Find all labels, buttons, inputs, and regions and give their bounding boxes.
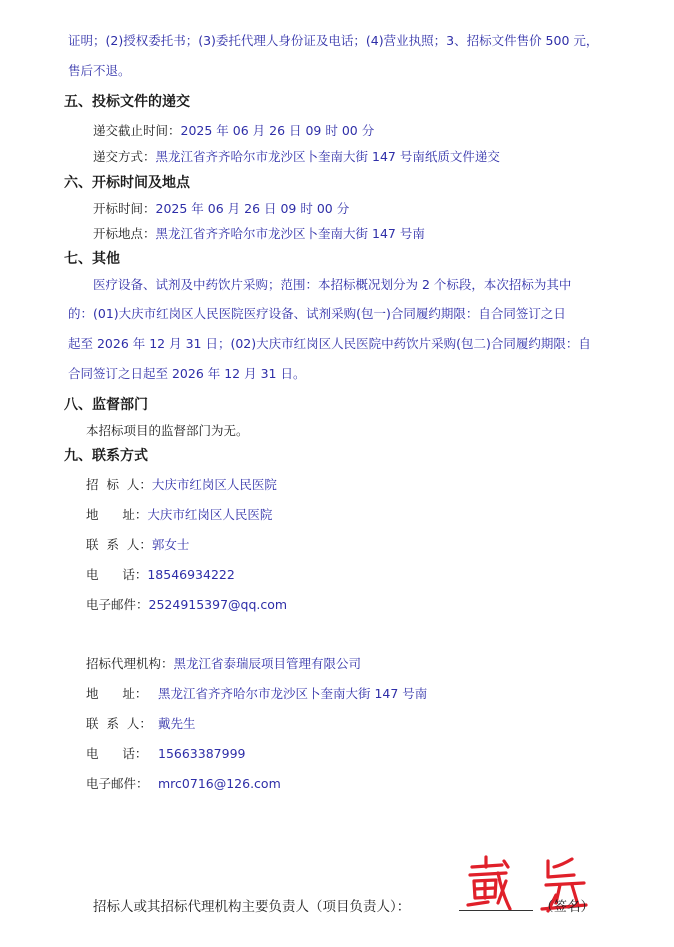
opening-time-row [93,201,349,217]
contact-value: 黑龙江省齐齐哈尔市龙沙区卜奎南大街 147 号南 [158,686,428,701]
agency-phone-row [86,746,245,762]
contact-value: 15663387999 [158,746,246,761]
contact-label: 地 址： [86,507,148,522]
contact-label: 联 系 人： [86,537,152,552]
body-text-line: 售后不退。 [68,63,131,78]
agency-name-row [86,656,361,672]
submission-method-value: 黑龙江省齐齐哈尔市龙沙区卜奎南大街 147 号南纸质文件递交 [155,149,500,164]
deadline-value: 2025 年 06 月 26 日 09 时 00 分 [180,123,375,138]
signature-suffix-label: （签名） [540,899,594,915]
contact-value: 黑龙江省泰瑞辰项目管理有限公司 [173,656,362,671]
tenderer-address-row [86,507,272,523]
contact-value: 大庆市红岗区人民医院 [147,507,273,522]
contact-label: 联 系 人： [86,716,152,731]
contact-value: 戴先生 [158,716,196,731]
contact-label: 电 话： [86,746,148,761]
contact-label: 地 址： [86,686,148,701]
body-text-line: 证明；(2)授权委托书；(3)委托代理人身份证及电话；(4)营业执照；3、招标文件售价 500 元， [68,33,599,48]
body-text-line: 起至 2026 年 12 月 31 日；(02)大庆市红岗区人民医院中药饮片采购(包二)合同履约期限：自 [68,336,591,351]
section-heading-contact: 九、联系方式 [64,448,148,464]
tenderer-name-row [86,477,277,493]
opening-time-value: 2025 年 06 月 26 日 09 时 00 分 [155,201,350,216]
agency-email-row [86,776,281,792]
contact-value: 大庆市红岗区人民医院 [151,477,277,492]
section-heading-submission: 五、投标文件的递交 [64,94,190,110]
opening-time-label: 开标时间： [93,201,156,216]
agency-address-row [86,686,427,702]
contact-label: 电 话： [86,567,148,582]
submission-method-label: 递交方式： [93,149,156,164]
supervision-text: 本招标项目的监督部门为无。 [86,423,249,438]
body-text-line: 合同签订之日起至 2026 年 12 月 31 日。 [68,366,306,381]
body-text-line: 医疗设备、试剂及中药饮片采购；范围：本招标概况划分为 2 个标段，本次招标为其中 [93,277,572,292]
deadline-label: 递交截止时间： [93,123,181,138]
contact-value: mrc0716@126.com [158,776,281,791]
contact-label: 招标代理机构： [86,656,174,671]
section-heading-other: 七、其他 [64,251,120,267]
contact-label: 电子邮件： [86,597,149,612]
opening-place-label: 开标地点： [93,226,156,241]
signature-underline [459,910,533,911]
tenderer-email-row [86,597,287,613]
opening-place-value: 黑龙江省齐齐哈尔市龙沙区卜奎南大街 147 号南 [155,226,425,241]
contact-value: 郭女士 [151,537,190,552]
deadline-row [93,123,374,139]
contact-label: 电子邮件： [86,776,149,791]
submission-method-row [93,149,500,165]
body-text-line: 的：(01)大庆市红岗区人民医院医疗设备、试剂采购(包一)合同履约期限：自合同签订之日 [68,306,566,321]
contact-label: 招 标 人： [86,477,152,492]
signature-prompt-label: 招标人或其招标代理机构主要负责人（项目负责人）： [93,899,411,915]
section-heading-opening: 六、开标时间及地点 [64,175,190,191]
contact-value: 18546934222 [147,567,235,582]
contact-value: 2524915397@qq.com [148,597,288,612]
tenderer-phone-row [86,567,235,583]
section-heading-supervision: 八、监督部门 [64,397,148,413]
tenderer-contact-row [86,537,189,553]
agency-contact-row [86,716,196,732]
opening-place-row [93,226,425,242]
